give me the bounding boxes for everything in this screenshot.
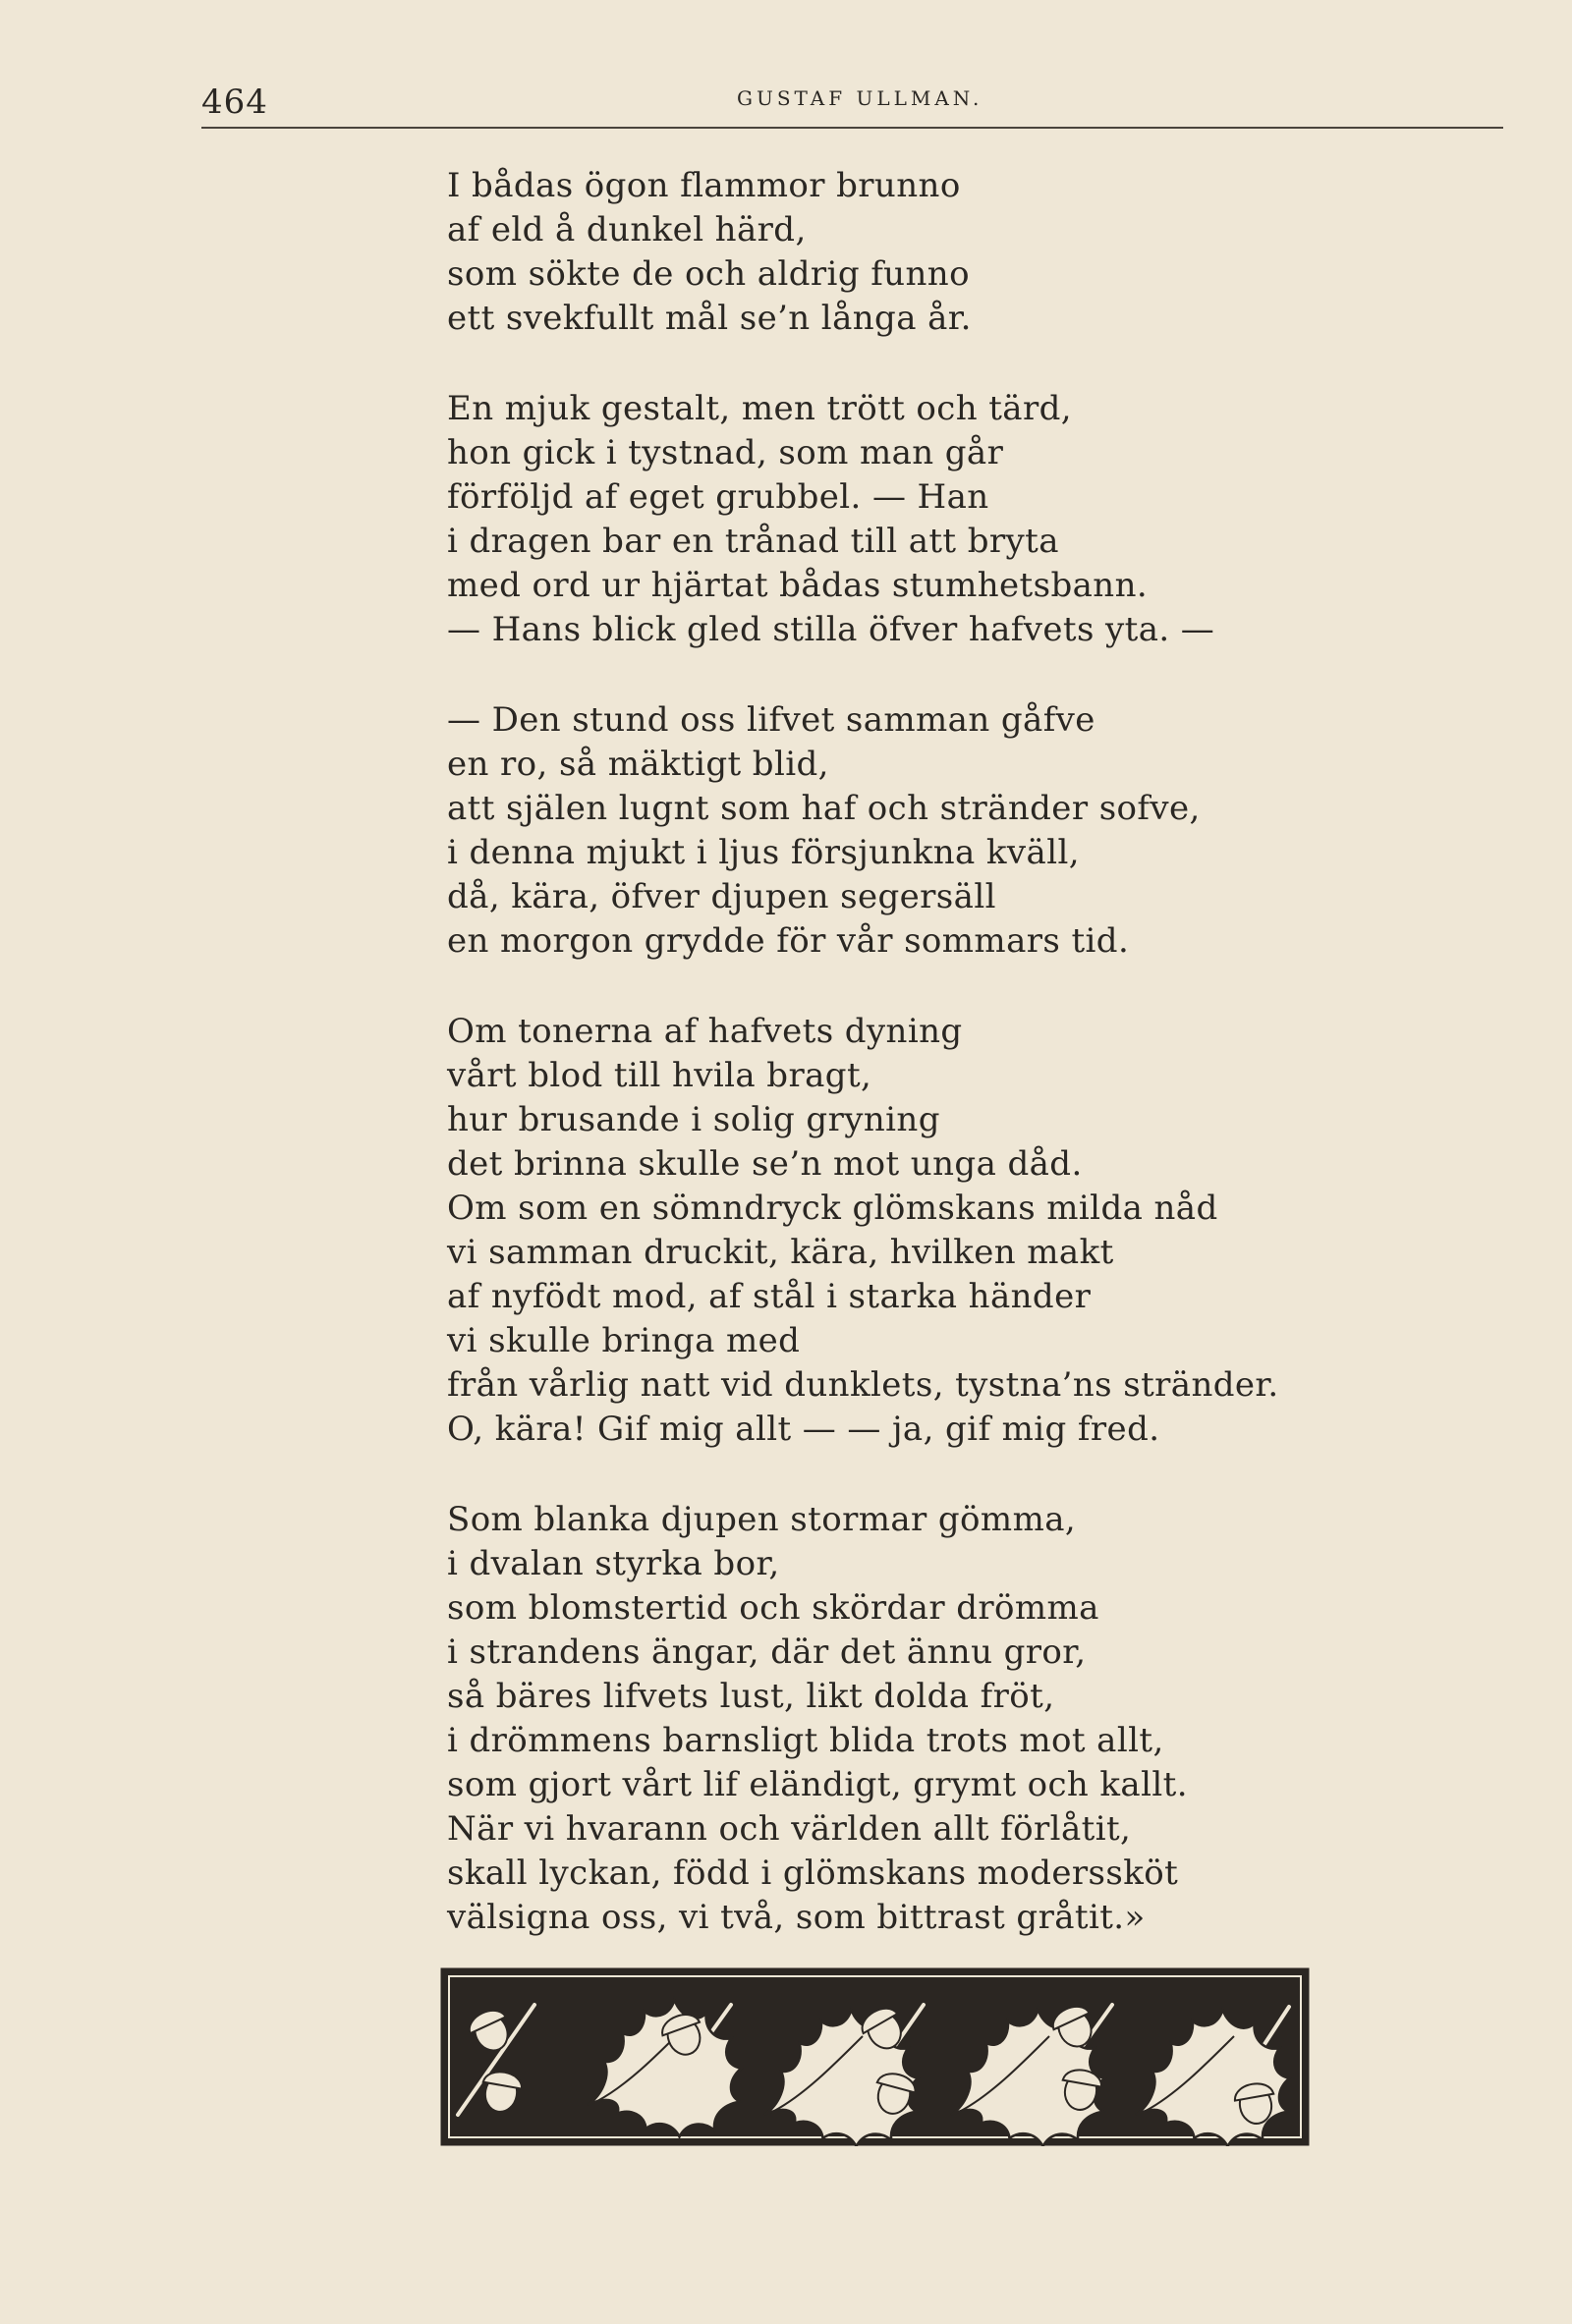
- poem-line: — Den stund oss lifvet samman gåfve: [447, 700, 1095, 740]
- poem-line: i dvalan styrka bor,: [447, 1544, 780, 1583]
- poem-line: af nyfödt mod, af stål i starka händer: [447, 1277, 1092, 1316]
- poem-line: från vårlig natt vid dunklets, tystna’ns stränder.: [447, 1365, 1279, 1405]
- poem-line: Om som en sömndryck glömskans milda nåd: [447, 1189, 1218, 1228]
- stanza: [447, 698, 1312, 964]
- poem-line: I bådas ögon flammor brunno: [447, 166, 961, 205]
- stanza: [447, 164, 1312, 341]
- poem-line: förföljd af eget grubbel. — Han: [447, 477, 989, 517]
- poem-line: en morgon grydde för vår sommars tid.: [447, 921, 1130, 961]
- header-rule: [201, 127, 1503, 129]
- poem-line: vi samman druckit, kära, hvilken makt: [447, 1233, 1114, 1272]
- poem-line: af eld å dunkel härd,: [447, 210, 807, 249]
- poem: [447, 164, 1312, 1986]
- poem-line: När vi hvarann och världen allt förlåtit,: [447, 1809, 1132, 1849]
- poem-line: i dragen bar en trånad till att bryta: [447, 522, 1059, 561]
- poem-line: som sökte de och aldrig funno: [447, 254, 970, 294]
- running-head: GUSTAF ULLMAN.: [737, 86, 983, 110]
- stanza: [447, 1010, 1312, 1452]
- poem-line: i drömmens barnsligt blida trots mot allt,: [447, 1721, 1164, 1760]
- poem-line: en ro, så mäktigt blid,: [447, 745, 829, 784]
- poem-line: — Hans blick gled stilla öfver hafvets yta. —: [447, 610, 1215, 649]
- poem-line: skall lyckan, född i glömskans moderssköt: [447, 1854, 1179, 1893]
- poem-line: som blomstertid och skördar drömma: [447, 1588, 1099, 1628]
- page-number: 464: [201, 83, 268, 122]
- poem-line: hon gick i tystnad, som man går: [447, 433, 1004, 472]
- poem-line: det brinna skulle se’n mot unga dåd.: [447, 1144, 1083, 1184]
- poem-line: med ord ur hjärtat bådas stumhetsbann.: [447, 566, 1149, 605]
- poem-line: som gjort vårt lif eländigt, grymt och kallt.: [447, 1765, 1188, 1804]
- stanza: [447, 1498, 1312, 1940]
- poem-line: att själen lugnt som haf och stränder sofve,: [447, 789, 1201, 828]
- poem-line: i denna mjukt i ljus försjunkna kväll,: [447, 833, 1080, 872]
- poem-line: välsigna oss, vi två, som bittrast gråtit.»: [447, 1898, 1146, 1937]
- poem-line: O, kära! Gif mig allt — — ja, gif mig fred.: [447, 1410, 1160, 1449]
- poem-line: Om tonerna af hafvets dyning: [447, 1012, 963, 1051]
- poem-line: ett svekfullt mål se’n långa år.: [447, 299, 972, 338]
- poem-line: så bäres lifvets lust, likt dolda fröt,: [447, 1677, 1055, 1716]
- stanza: [447, 387, 1312, 652]
- poem-line: vi skulle bringa med: [447, 1321, 801, 1360]
- oak-leaf-acorn-frieze-icon: [440, 1967, 1310, 2146]
- poem-line: En mjuk gestalt, men trött och tärd,: [447, 389, 1072, 428]
- poem-line: Som blanka djupen stormar gömma,: [447, 1500, 1077, 1539]
- ornament-frieze: [440, 1967, 1310, 2146]
- poem-line: då, kära, öfver djupen segersäll: [447, 877, 996, 916]
- poem-line: vårt blod till hvila bragt,: [447, 1056, 872, 1095]
- poem-line: i strandens ängar, där det ännu gror,: [447, 1632, 1087, 1672]
- poem-line: hur brusande i solig gryning: [447, 1100, 940, 1139]
- page-header: [201, 75, 1503, 134]
